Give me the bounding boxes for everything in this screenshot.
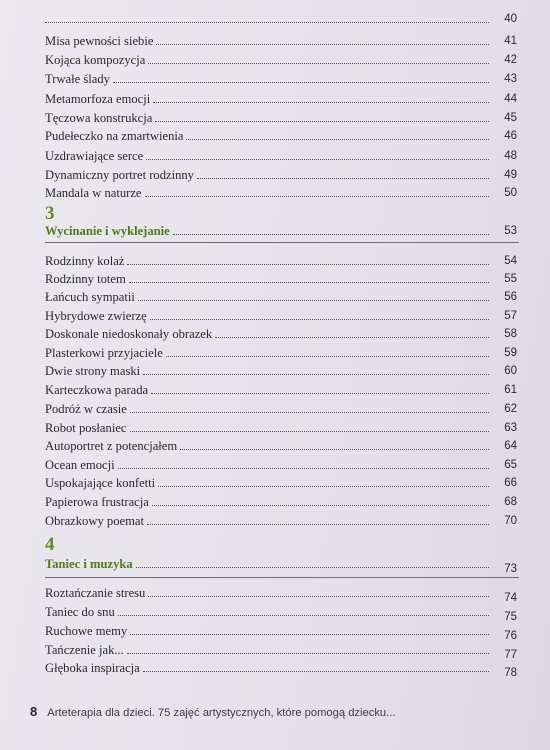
- dot-leader: [143, 374, 489, 375]
- dot-leader: [130, 634, 489, 635]
- dot-leader: [155, 121, 489, 122]
- toc-page-number: 65: [504, 459, 517, 471]
- section-title: Wycinanie i wyklejanie: [45, 224, 170, 238]
- toc-entry: [45, 323, 517, 341]
- toc-entry-title: Kojąca kompozycja: [45, 53, 146, 67]
- page-footer: [30, 704, 395, 719]
- dot-leader: [143, 671, 489, 672]
- toc-page-number: 77: [504, 649, 517, 661]
- dot-leader: [146, 159, 489, 160]
- toc-entry-title: Misa pewności siebie: [45, 34, 154, 48]
- toc-page-number: 78: [504, 667, 517, 679]
- toc-continued-row: [45, 8, 517, 26]
- dot-leader: [152, 505, 489, 506]
- toc-entry-title: Rodzinny totem: [45, 272, 126, 286]
- toc-page-number: 73: [504, 563, 517, 575]
- running-footer-title: Arteterapia dla dzieci. 75 zajęć artystycznych, które pomogą dziecku...: [47, 707, 396, 719]
- toc-entry-title: Hybrydowe zwierzę: [45, 309, 147, 323]
- dot-leader: [113, 82, 489, 83]
- section-title-row: [45, 220, 517, 238]
- toc-entry-title: Obrazkowy poemat: [45, 514, 144, 528]
- toc-page-number: 41: [504, 35, 517, 47]
- toc-entry-title: Uspokajające konfetti: [45, 476, 156, 490]
- toc-entry: [45, 49, 517, 67]
- dot-leader: [156, 44, 489, 45]
- toc-entry: [45, 601, 517, 623]
- dot-leader: [127, 264, 489, 265]
- dot-leader: [45, 22, 489, 23]
- toc-entry: [45, 510, 517, 528]
- toc-entry: [45, 286, 517, 304]
- toc-page-number: 54: [504, 255, 517, 267]
- toc-page-number: 53: [504, 225, 517, 237]
- toc-page-number: 64: [504, 440, 517, 452]
- toc-page-number: 57: [504, 310, 517, 322]
- toc-page-number: 75: [504, 611, 517, 623]
- toc-entry-title: Tęczowa konstrukcja: [45, 111, 153, 125]
- toc-entry: [45, 30, 517, 48]
- dot-leader: [153, 102, 489, 103]
- toc-entry: [45, 417, 517, 435]
- dot-leader: [129, 282, 489, 283]
- toc-page-number: 48: [504, 150, 517, 162]
- toc-entry: [45, 360, 517, 378]
- dot-leader: [180, 449, 489, 450]
- toc-entry: [45, 582, 517, 604]
- toc-entry: [45, 250, 517, 268]
- toc-entry: [45, 145, 517, 163]
- dot-leader: [127, 653, 489, 654]
- toc-entry: [45, 398, 517, 416]
- dot-leader: [150, 319, 489, 320]
- toc-entry: [45, 182, 517, 200]
- toc-page-number: 50: [504, 187, 517, 199]
- dot-leader: [118, 468, 489, 469]
- section-divider: [45, 577, 519, 578]
- toc-entry: [45, 342, 517, 360]
- toc-page-number: 68: [504, 496, 517, 508]
- dot-leader: [158, 486, 489, 487]
- toc-page-number: 61: [504, 384, 517, 396]
- toc-entry-title: Trwałe ślady: [45, 72, 110, 86]
- toc-entry: [45, 620, 517, 642]
- toc-page-number: 49: [504, 169, 517, 181]
- toc-entry: [45, 268, 517, 286]
- toc-page-number: 43: [504, 73, 517, 85]
- toc-page-number: 76: [504, 630, 517, 642]
- folio-number: 8: [30, 704, 38, 719]
- dot-leader: [197, 178, 489, 179]
- dot-leader: [147, 524, 489, 525]
- toc-entry-title: Pudełeczko na zmartwienia: [45, 129, 184, 143]
- toc-page-number: 60: [504, 365, 517, 377]
- toc-page-number: 66: [504, 477, 517, 489]
- toc-entry-title: Metamorfoza emocji: [45, 92, 151, 106]
- section-title-row: [45, 553, 517, 575]
- toc-entry-title: Autoportret z potencjałem: [45, 439, 178, 453]
- toc-entry-title: Papierowa frustracja: [45, 495, 149, 509]
- toc-entry-title: Doskonale niedoskonały obrazek: [45, 327, 213, 341]
- toc-entry-title: Tańczenie jak...: [45, 643, 124, 657]
- section-title: Taniec i muzyka: [45, 557, 133, 571]
- toc-page-number: 70: [504, 515, 517, 527]
- toc-page-number: 45: [504, 112, 517, 124]
- toc-entry-title: Mandala w naturze: [45, 186, 142, 200]
- toc-entry: [45, 164, 517, 182]
- toc-page-number: 62: [504, 403, 517, 415]
- toc-page-number: 40: [504, 13, 517, 25]
- toc-page-number: 59: [504, 347, 517, 359]
- toc-entry: [45, 491, 517, 509]
- dot-leader: [130, 431, 490, 432]
- dot-leader: [148, 63, 489, 64]
- dot-leader: [136, 567, 489, 568]
- toc-page-number: 42: [504, 54, 517, 66]
- toc-entry-title: Plasterkowi przyjaciele: [45, 346, 163, 360]
- dot-leader: [138, 300, 489, 301]
- section-number: 4: [45, 534, 55, 555]
- toc-page-number: 63: [504, 422, 517, 434]
- toc-entry-title: Karteczkowa parada: [45, 383, 149, 397]
- toc-entry-title: Rodzinny kolaż: [45, 254, 125, 268]
- toc-entry: [45, 639, 517, 661]
- toc-entry-title: Robot posłaniec: [45, 421, 127, 435]
- toc-entry: [45, 472, 517, 490]
- toc-entry-title: Podróż w czasie: [45, 402, 127, 416]
- toc-entry-title: Ruchowe memy: [45, 624, 128, 638]
- toc-entry: [45, 379, 517, 397]
- toc-entry: [45, 657, 517, 679]
- dot-leader: [186, 139, 489, 140]
- dot-leader: [166, 356, 489, 357]
- toc-entry-title: Uzdrawiające serce: [45, 149, 144, 163]
- toc-entry: [45, 305, 517, 323]
- dot-leader: [145, 196, 489, 197]
- toc-entry-title: Dynamiczny portret rodzinny: [45, 168, 194, 182]
- toc-entry-title: Roztańczanie stresu: [45, 586, 146, 600]
- dot-leader: [148, 596, 489, 597]
- toc-page-number: 55: [504, 273, 517, 285]
- toc-entry-title: Głęboka inspiracja: [45, 661, 140, 675]
- dot-leader: [118, 615, 489, 616]
- toc-page-number: 58: [504, 328, 517, 340]
- toc-entry: [45, 88, 517, 106]
- section-number: 3: [45, 203, 55, 224]
- toc-page-number: 44: [504, 93, 517, 105]
- toc-page-number: 74: [504, 592, 517, 604]
- toc-entry: [45, 107, 517, 125]
- section-divider: [45, 242, 519, 243]
- toc-entry-title: Łańcuch sympatii: [45, 290, 135, 304]
- dot-leader: [215, 337, 489, 338]
- toc-entry: [45, 435, 517, 453]
- toc-entry: [45, 68, 517, 86]
- dot-leader: [151, 393, 489, 394]
- toc-entry-title: Taniec do snu: [45, 605, 115, 619]
- toc-entry: [45, 454, 517, 472]
- toc-entry-title: Ocean emocji: [45, 458, 115, 472]
- toc-page-number: 46: [504, 130, 517, 142]
- toc-entry: [45, 125, 517, 143]
- dot-leader: [173, 234, 489, 235]
- toc-entry-title: Dwie strony maski: [45, 364, 141, 378]
- toc-page-number: 56: [504, 291, 517, 303]
- dot-leader: [130, 412, 489, 413]
